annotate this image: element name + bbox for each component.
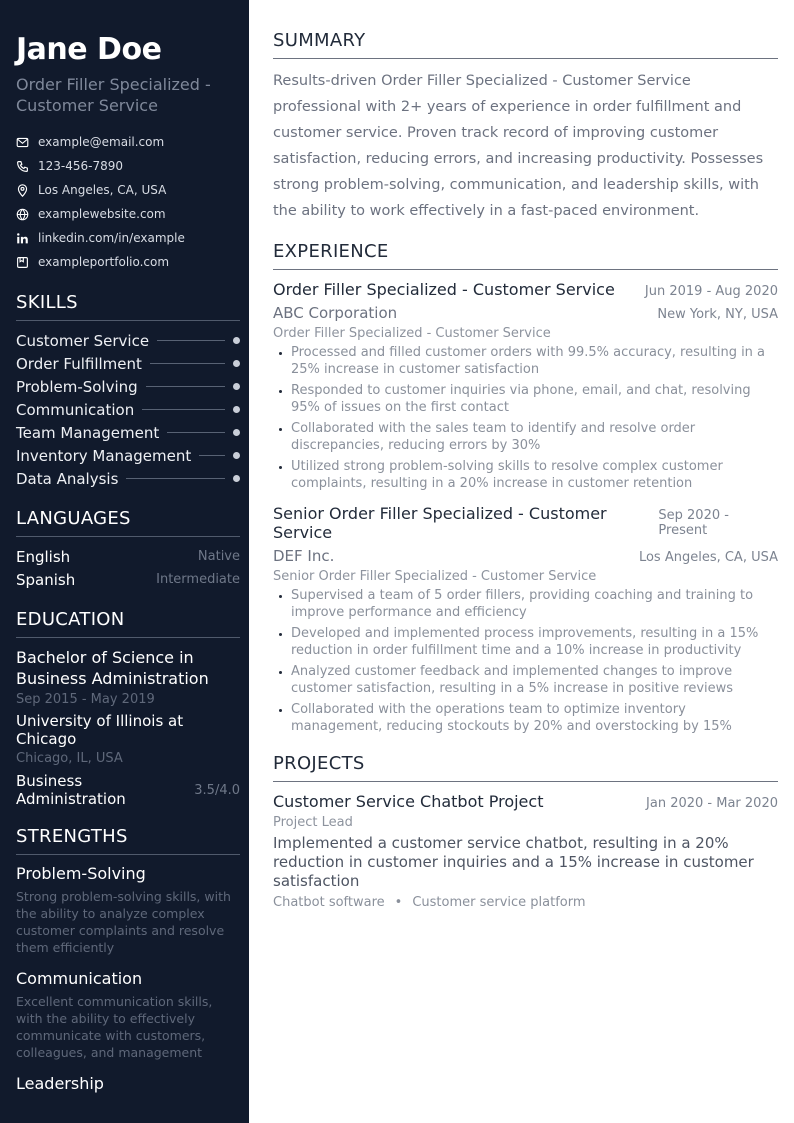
sidebar [0,0,249,1123]
skill-line [199,455,225,456]
job-bullet: • Responded to customer inquiries via phone, email, and chat, resolving 95% of issues on the first contact [291,382,778,416]
project-role: Project Lead [273,815,353,830]
job-dates: Jun 2019 - Aug 2020 [644,284,778,299]
project-tag: Customer service platform [412,895,586,910]
project-desc: Implemented a customer service chatbot, resulting in a 20% reduction in customer inquiries and a 15% increase in customer satisfaction [273,834,754,890]
contact-portfolio-text: exampleportfolio.com [38,255,170,269]
job-bullet: • Collaborated with the sales team to identify and resolve order discrepancies, reducing errors by 30% [291,420,778,454]
job-bullet: • Collaborated with the operations team to optimize inventory management, reducing stockouts by 20% and overstocking by 15% [291,701,778,735]
contact-location-text: Los Angeles, CA, USA [38,183,167,197]
contact-phone-text: 123-456-7890 [38,159,124,173]
language-level: Intermediate [156,572,240,587]
job-company: DEF Inc. [273,547,335,565]
skill-item [16,375,240,398]
tag-separator: • [394,895,403,910]
skill-dot [233,429,240,436]
skill-item [16,352,240,375]
skill-label: Order Fulfillment [16,354,142,373]
job-bullets [273,344,778,492]
skill-item [16,421,240,444]
languages-list [16,545,240,591]
job-dates: Sep 2020 - Present [658,508,729,538]
job-bullets [273,587,778,735]
skill-line [126,478,225,479]
education-degree: Bachelor of Science in Business Administration [16,648,209,688]
education-school: University of Illinois at Chicago [16,712,184,748]
project-title: Customer Service Chatbot Project [273,792,544,811]
experience-heading: EXPERIENCE [273,241,778,270]
education-field: Business Administration [16,772,126,808]
education-location: Chicago, IL, USA [16,751,123,766]
education-gpa: 3.5/4.0 [194,782,240,798]
job-location: Los Angeles, CA, USA [638,550,778,565]
projects-heading: PROJECTS [273,753,778,782]
strengths-heading: STRENGTHS [16,826,240,855]
skill-dot [233,475,240,482]
language-level: Native [197,549,240,564]
project-tag: Chatbot software [273,895,385,910]
skill-label: Customer Service [16,331,150,350]
phone-icon [16,160,29,173]
linkedin-icon [16,232,29,245]
skill-dot [233,406,240,413]
contact-list [16,130,240,274]
skill-line [146,386,225,387]
candidate-role: Order Filler Specialized - Customer Service [16,75,211,115]
education-field-row [16,772,240,808]
languages-heading: LANGUAGES [16,508,240,537]
summary-heading: SUMMARY [273,30,778,59]
language-name: English [16,547,71,566]
language-item [16,568,240,591]
skill-line [150,363,225,364]
contact-email[interactable] [16,130,240,154]
strength-title: Communication [16,969,143,988]
contact-email-text: example@email.com [38,135,165,149]
language-name: Spanish [16,570,76,589]
skill-item [16,398,240,421]
skill-label: Team Management [16,423,160,442]
skill-item [16,467,240,490]
summary-text: Results-driven Order Filler Specialized - Customer Service professional with 2+ years of experience in order fulfillment and customer service. Proven track record of improving customer satisfaction, reducing errors, and increasing productivity. Possesses strong problem-solving, communication, and leadership skills, with the ability to work effectively in a fast-paced environment. [273,73,764,219]
strengths-list [16,864,240,1093]
skill-line [157,340,225,341]
skills-heading: SKILLS [16,292,240,321]
email-icon [16,136,29,149]
contact-phone[interactable] [16,154,240,178]
skill-line [167,432,225,433]
skill-label: Communication [16,400,135,419]
skill-label: Inventory Management [16,446,192,465]
skill-item [16,329,240,352]
job-company: ABC Corporation [273,304,398,322]
education-entry [16,647,240,808]
job-bullet: • Utilized strong problem-solving skills to resolve complex customer complaints, resulting in a 20% increase in customer retention [291,458,778,492]
skill-dot [233,337,240,344]
job-bullet: • Analyzed customer feedback and implemented changes to improve customer satisfaction, resulting in a 5% increase in positive reviews [291,663,778,697]
project-dates: Jan 2020 - Mar 2020 [646,796,778,811]
main-content [273,30,778,910]
skill-item [16,444,240,467]
job-bullet: • Supervised a team of 5 order fillers, providing coaching and training to improve performance and efficiency [291,587,778,621]
contact-portfolio[interactable] [16,250,240,274]
project-tags [273,895,778,910]
skill-label: Problem-Solving [16,377,138,396]
strength-title: Leadership [16,1074,104,1093]
strength-desc: Strong problem-solving skills, with the ability to analyze complex customer complaints and resolve them efficiently [16,889,231,955]
skill-dot [233,360,240,367]
job-role: Order Filler Specialized - Customer Service [273,326,551,341]
contact-linkedin[interactable] [16,226,240,250]
project-entry [273,792,778,910]
contact-website-text: examplewebsite.com [38,207,166,221]
contact-location [16,178,240,202]
skill-line [142,409,225,410]
contact-website[interactable] [16,202,240,226]
candidate-name: Jane Doe [16,32,162,67]
contact-linkedin-text: linkedin.com/in/example [38,231,185,245]
location-icon [16,184,29,197]
job-bullet: • Processed and filled customer orders with 99.5% accuracy, resulting in a 25% increase in customer satisfaction [291,344,778,378]
job-title: Order Filler Specialized - Customer Service [273,280,615,299]
skills-list [16,329,240,490]
language-item [16,545,240,568]
globe-icon [16,208,29,221]
portfolio-icon [16,256,29,269]
education-heading: EDUCATION [16,609,240,638]
job-bullet: • Developed and implemented process improvements, resulting in a 15% reduction in order fulfillment time and a 10% increase in productivity [291,625,778,659]
skill-dot [233,383,240,390]
strength-desc: Excellent communication skills, with the ability to effectively communicate with customers, colleagues, and management [16,994,213,1060]
job-title: Senior Order Filler Specialized - Customer Service [273,504,607,542]
job-role: Senior Order Filler Specialized - Customer Service [273,569,597,584]
strength-title: Problem-Solving [16,864,146,883]
job-location: New York, NY, USA [657,307,778,322]
skill-dot [233,452,240,459]
experience-entry [273,280,778,492]
skill-label: Data Analysis [16,469,119,488]
education-dates: Sep 2015 - May 2019 [16,692,155,707]
experience-entry [273,504,778,735]
